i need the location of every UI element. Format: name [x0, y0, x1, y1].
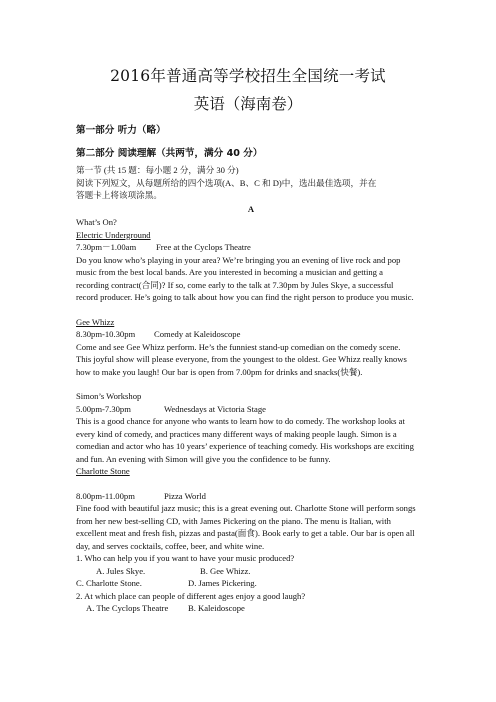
event-text-line: record producer. He’s going to talk about how you can find the right person to produce you music. [76, 292, 414, 302]
event-info [76, 403, 426, 416]
spacer [76, 304, 426, 316]
event-text-line: every kind of comedy, and practices many different ways of making people laugh. Simon is a [76, 428, 397, 439]
part2-heading: 第二部分 阅读理解（共两节，满分 40 分） [76, 148, 263, 159]
instruction-line-2: 答题卡上将该项涂黑。 [76, 190, 162, 200]
question-stem: 2. At which place can people of different ages enjoy a good laugh? [76, 590, 306, 601]
event-info [76, 490, 426, 503]
event-text-line: Do you know who’s playing in your area? We’re bringing you an evening of live rock and pop [76, 254, 401, 265]
option-a[interactable]: A. Jules Skye. [96, 565, 146, 576]
option-b[interactable]: B. Gee Whizz. [200, 565, 251, 576]
event-time: 7.30pm－1.00am [76, 242, 137, 252]
event-place: Free at the Cyclops Theatre [156, 242, 251, 252]
event-text-line: music from the best local bands. Are you interested in becoming a musician and getting a [76, 267, 383, 277]
passage-heading: What’s On? [76, 217, 117, 227]
spacer [76, 378, 426, 390]
event-text-line: This is a good chance for anyone who wants to learn how to do comedy. The workshop looks at [76, 416, 405, 426]
option-c[interactable]: C. Charlotte Stone. [76, 578, 142, 588]
option-b[interactable]: B. Kaleidoscope [188, 603, 245, 613]
option-d[interactable]: D. James Pickering. [188, 578, 257, 588]
event-name: Gee Whizz [76, 316, 115, 327]
section1-heading: 第一节 (共 15 题：每小题 2 分，满分 30 分) [76, 165, 239, 175]
event-place: Comedy at Kaleidoscope [154, 329, 241, 339]
exam-title: 2016年普通高等学校招生全国统一考试 [110, 67, 386, 85]
event-text-line: excellent meat and fresh fish, pizzas and pasta(面食). Book early to get a table. Our bar is open all [76, 528, 415, 538]
passage-a [76, 216, 426, 615]
event-text-line: and fun. An evening with Simon will give you the confidence to be funny. [76, 453, 331, 464]
question-stem: 1. Who can help you if you want to have your music produced? [76, 553, 295, 563]
question-options [76, 565, 426, 578]
event-info [76, 328, 426, 341]
event-place: Wednesdays at Victoria Stage [164, 403, 266, 414]
event-text-line: recording contract(合同)? If so, come early to the talk at 7.30pm by Jules Skye, a successful [76, 279, 394, 290]
spacer [76, 478, 426, 490]
option-a[interactable]: A. The Cyclops Theatre [86, 603, 169, 613]
part1-heading: 第一部分 听力（略） [76, 125, 166, 136]
event-text-line: This joyful show will please everyone, from the youngest to the oldest. Gee Whizz really knows [76, 354, 407, 364]
passage-label: A [247, 204, 255, 214]
event-text-line: comedian and actor who has 10 years’ experience of teaching comedy. His workshops are exciting [76, 441, 414, 451]
event-name: Electric Underground [76, 229, 151, 240]
event-time: 8.30pm-10.30pm [76, 329, 136, 339]
event-info [76, 241, 426, 254]
instructions [76, 164, 426, 202]
question-options [76, 602, 426, 615]
event-time: 8.00pm-11.00pm [76, 490, 135, 501]
event-time: 5.00pm-7.30pm [76, 403, 131, 414]
event-place: Pizza World [164, 490, 206, 501]
event-text-line: how to make you laugh! Our bar is open from 7.00pm for drinks and snacks(快餐). [76, 366, 363, 377]
event-text-line: day, and serves cocktails, coffee, beer, and white wine. [76, 540, 265, 551]
question-options [76, 577, 426, 590]
event-name: Simon’s Workshop [76, 391, 142, 401]
exam-subtitle: 英语（海南卷） [193, 95, 303, 113]
event-text-line: Fine food with beautiful jazz music; this is a great evening out. Charlotte Stone will perform songs [76, 503, 416, 513]
event-text-line: from her new best-selling CD, with James Pickering on the piano. The menu is Italian, with [76, 515, 391, 526]
event-text-line: Come and see Gee Whizz perform. He’s the funniest stand-up comedian on the comedy scene. [76, 341, 401, 352]
event-name: Charlotte Stone [76, 466, 130, 476]
instruction-line-1: 阅读下列短文，从每题所给的四个选项(A、B、C 和 D)中，选出最佳选项，并在 [76, 177, 377, 188]
